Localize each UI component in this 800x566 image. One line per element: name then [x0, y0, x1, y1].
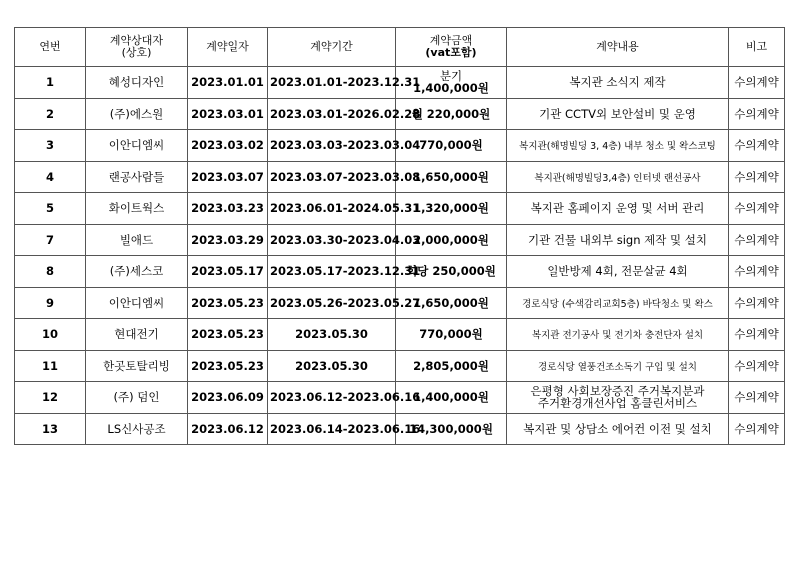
cell-amount-line1: 분기: [439, 68, 463, 83]
cell-note: 수의계약: [729, 256, 785, 288]
cell-period: 2023.03.30-2023.04.03: [268, 224, 396, 256]
table-row: [15, 224, 785, 256]
cell-content: 복지관(해명빌딩3,4층) 인터넷 랜선공사: [507, 161, 729, 193]
header-date: 계약일자: [188, 28, 268, 67]
table-row: [15, 98, 785, 130]
cell-content: 복지관 전기공사 및 전기차 충전단자 설치: [507, 319, 729, 351]
header-content: 계약내용: [507, 28, 729, 67]
cell-no: 4: [15, 161, 86, 193]
table-row: [15, 67, 785, 99]
cell-no: 10: [15, 319, 86, 351]
cell-amount: 2,000,000원: [396, 224, 507, 256]
cell-content: 복지관 홈페이지 운영 및 서버 관리: [507, 193, 729, 225]
cell-date: 2023.06.09: [188, 382, 268, 414]
cell-party: 빌애드: [86, 224, 188, 256]
cell-period: 2023.05.17-2023.12.31: [268, 256, 396, 288]
cell-amount: [396, 67, 507, 99]
cell-party: 현대전기: [86, 319, 188, 351]
cell-date: 2023.05.23: [188, 287, 268, 319]
cell-note: 수의계약: [729, 224, 785, 256]
table-row: [15, 350, 785, 382]
cell-party: 한곳토탈리빙: [86, 350, 188, 382]
cell-period: 2023.05.30: [268, 319, 396, 351]
cell-period: 2023.03.03-2023.03.04: [268, 130, 396, 162]
header-amount-line2: (vat포함): [425, 46, 477, 59]
cell-party: 화이트웍스: [86, 193, 188, 225]
cell-date: 2023.06.12: [188, 413, 268, 445]
header-party: [86, 28, 188, 67]
cell-no: 5: [15, 193, 86, 225]
cell-no: 8: [15, 256, 86, 288]
cell-content: 기관 건물 내외부 sign 제작 및 설치: [507, 224, 729, 256]
cell-no: 11: [15, 350, 86, 382]
cell-period: 2023.05.30: [268, 350, 396, 382]
header-amount-line1: 계약금액: [429, 33, 473, 47]
cell-amount: 770,000원: [396, 319, 507, 351]
cell-content: 경로식당 (수색감리교회5층) 바닥청소 및 왁스: [507, 287, 729, 319]
cell-note: 수의계약: [729, 350, 785, 382]
cell-note: 수의계약: [729, 67, 785, 99]
cell-amount: 1,650,000원: [396, 161, 507, 193]
cell-amount: 770,000원: [396, 130, 507, 162]
cell-note: 수의계약: [729, 161, 785, 193]
cell-period: 2023.06.12-2023.06.16: [268, 382, 396, 414]
cell-date: 2023.05.17: [188, 256, 268, 288]
cell-no: 9: [15, 287, 86, 319]
cell-party: (주)세스코: [86, 256, 188, 288]
cell-content-line1: 은평형 사회보장증진 주거복지분과: [530, 383, 705, 398]
cell-no: 1: [15, 67, 86, 99]
table-row: [15, 193, 785, 225]
contract-table: [14, 27, 785, 445]
cell-party: (주)에스원: [86, 98, 188, 130]
cell-date: 2023.03.07: [188, 161, 268, 193]
cell-no: 3: [15, 130, 86, 162]
cell-note: 수의계약: [729, 98, 785, 130]
cell-no: 12: [15, 382, 86, 414]
header-no: 연번: [15, 28, 86, 67]
cell-amount-line2: 1,400,000원: [413, 81, 489, 96]
cell-date: 2023.05.23: [188, 350, 268, 382]
cell-party: (주) 덤인: [86, 382, 188, 414]
cell-note: 수의계약: [729, 319, 785, 351]
cell-note: 수의계약: [729, 413, 785, 445]
cell-date: 2023.03.02: [188, 130, 268, 162]
cell-amount: 월 220,000원: [396, 98, 507, 130]
cell-no: 13: [15, 413, 86, 445]
header-amount: [396, 28, 507, 67]
cell-content: 경로식당 열풍건조소독기 구입 및 설치: [507, 350, 729, 382]
cell-amount: 14,300,000원: [396, 413, 507, 445]
cell-content: 복지관(해명빌딩 3, 4층) 내부 청소 및 왁스코팅: [507, 130, 729, 162]
cell-party: 랜공사람들: [86, 161, 188, 193]
cell-party: LS신사공조: [86, 413, 188, 445]
cell-amount: 1,400,000원: [396, 382, 507, 414]
header-row: [15, 28, 785, 67]
cell-amount: 1,320,000원: [396, 193, 507, 225]
cell-date: 2023.03.29: [188, 224, 268, 256]
cell-period: 2023.03.01-2026.02.28: [268, 98, 396, 130]
table-row: [15, 319, 785, 351]
cell-note: 수의계약: [729, 130, 785, 162]
cell-no: 2: [15, 98, 86, 130]
table-row: [15, 161, 785, 193]
cell-no: 7: [15, 224, 86, 256]
cell-amount: 2,805,000원: [396, 350, 507, 382]
cell-date: 2023.01.01: [188, 67, 268, 99]
cell-content: 복지관 소식지 제작: [507, 67, 729, 99]
header-period: 계약기간: [268, 28, 396, 67]
cell-content-line2: 주거환경개선사업 홈클린서비스: [537, 396, 698, 411]
cell-date: 2023.05.23: [188, 319, 268, 351]
cell-amount: 회당 250,000원: [396, 256, 507, 288]
cell-party: 혜성디자인: [86, 67, 188, 99]
cell-amount: 1,650,000원: [396, 287, 507, 319]
cell-party: 이안디엠씨: [86, 287, 188, 319]
table-row: [15, 382, 785, 414]
table-row: [15, 413, 785, 445]
header-party-line2: (상호): [121, 46, 152, 59]
table-row: [15, 256, 785, 288]
cell-period: 2023.05.26-2023.05.27: [268, 287, 396, 319]
cell-period: 2023.01.01-2023.12.31: [268, 67, 396, 99]
table-row: [15, 130, 785, 162]
header-note: 비고: [729, 28, 785, 67]
cell-period: 2023.06.01-2024.05.31: [268, 193, 396, 225]
header-party-line1: 계약상대자: [109, 33, 164, 47]
cell-note: 수의계약: [729, 287, 785, 319]
cell-note: 수의계약: [729, 382, 785, 414]
table-row: [15, 287, 785, 319]
cell-period: 2023.03.07-2023.03.08: [268, 161, 396, 193]
cell-party: 이안디엠씨: [86, 130, 188, 162]
cell-content: 일반방제 4회, 전문살균 4회: [507, 256, 729, 288]
cell-date: 2023.03.01: [188, 98, 268, 130]
cell-note: 수의계약: [729, 193, 785, 225]
cell-period: 2023.06.14-2023.06.16: [268, 413, 396, 445]
cell-content: 복지관 및 상담소 에어컨 이전 및 설치: [507, 413, 729, 445]
cell-content: [507, 382, 729, 414]
cell-content: 기관 CCTV외 보안설비 및 운영: [507, 98, 729, 130]
cell-date: 2023.03.23: [188, 193, 268, 225]
